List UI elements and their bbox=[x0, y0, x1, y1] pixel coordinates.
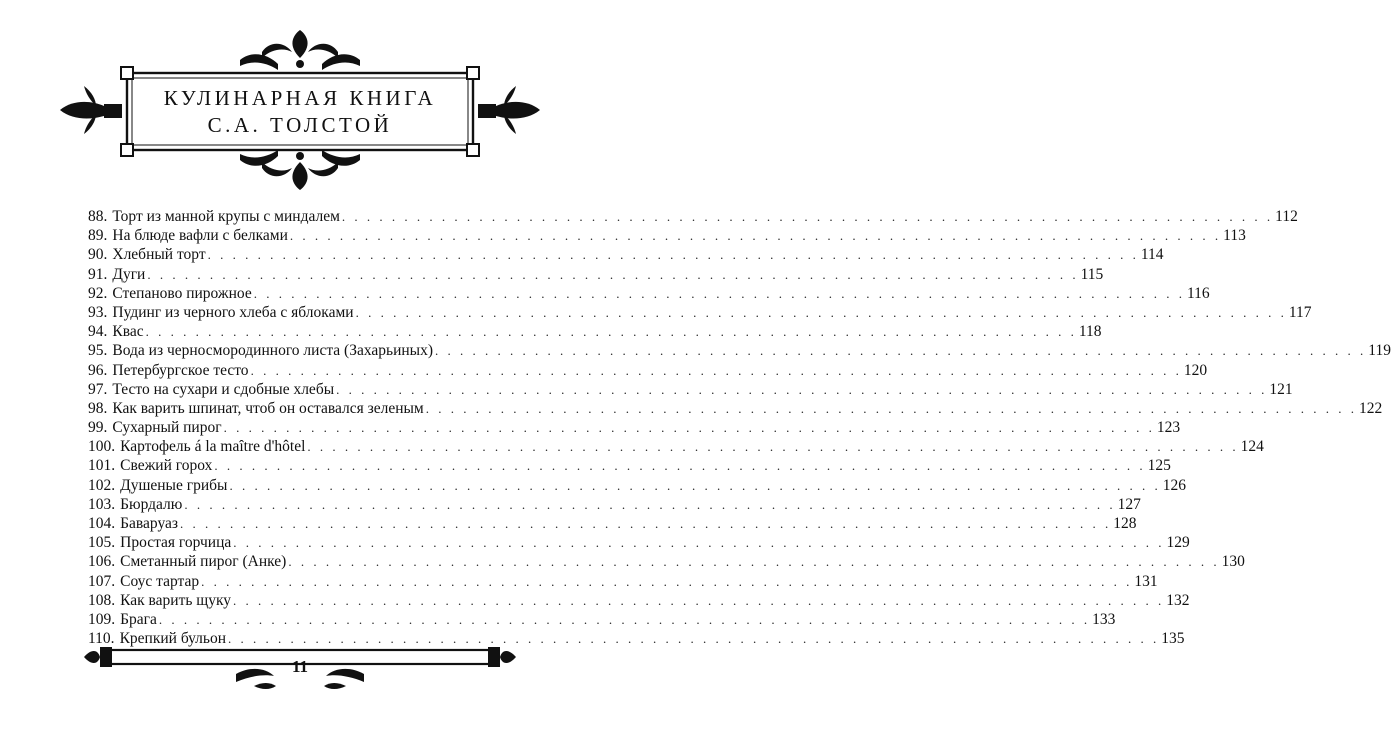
toc-title: Баваруаз bbox=[120, 515, 178, 532]
toc-row bbox=[88, 265, 1104, 284]
toc-leader-dots bbox=[214, 456, 1145, 475]
toc-row bbox=[88, 361, 1208, 380]
toc-leader-dots bbox=[201, 572, 1132, 591]
toc-row bbox=[88, 456, 1171, 475]
toc-row bbox=[88, 226, 1246, 245]
toc-page: 116 bbox=[1187, 284, 1210, 302]
toc-page: 126 bbox=[1162, 476, 1186, 494]
toc-row bbox=[88, 552, 1245, 571]
toc-row bbox=[88, 610, 1116, 629]
toc-row bbox=[88, 514, 1137, 533]
toc-number: 108. bbox=[88, 591, 116, 609]
toc-row bbox=[88, 303, 1312, 322]
toc-title: Как варить щуку bbox=[120, 591, 232, 609]
toc-page: 132 bbox=[1166, 591, 1190, 609]
toc-page: 127 bbox=[1117, 495, 1141, 513]
toc-title: Брага bbox=[120, 610, 157, 628]
toc-title: Квас bbox=[112, 323, 144, 341]
toc-number: 97. bbox=[88, 380, 108, 398]
toc-number: 109. bbox=[88, 610, 116, 628]
toc-number: 104. bbox=[88, 515, 116, 532]
book-title-line-2: С.А. ТОЛСТОЙ bbox=[207, 113, 393, 137]
toc-leader-dots bbox=[146, 322, 1077, 341]
toc-number: 100. bbox=[88, 438, 116, 456]
toc-leader-dots bbox=[147, 265, 1078, 284]
toc-title: Вода из черносмородинного листа (Захарьиных) bbox=[112, 342, 434, 360]
toc-page: 115 bbox=[1080, 265, 1104, 283]
toc-number: 103. bbox=[88, 495, 116, 513]
toc-leader-dots bbox=[288, 552, 1219, 571]
toc-title: Свежий горох bbox=[120, 457, 213, 475]
toc-page: 131 bbox=[1134, 572, 1158, 590]
toc-title: На блюде вафли с белками bbox=[112, 227, 288, 245]
toc-page: 123 bbox=[1156, 419, 1181, 437]
toc-page: 128 bbox=[1113, 515, 1137, 532]
toc-page: 135 bbox=[1161, 630, 1185, 648]
toc-page: 119 bbox=[1368, 342, 1391, 360]
toc-number: 93. bbox=[88, 303, 108, 321]
toc-title: Тесто на сухари и сдобные хлебы bbox=[112, 380, 335, 398]
toc-number: 110. bbox=[88, 630, 115, 648]
toc-number: 92. bbox=[88, 284, 108, 302]
toc-page: 124 bbox=[1240, 438, 1264, 456]
toc-number: 102. bbox=[88, 476, 116, 494]
header-frame bbox=[0, 0, 600, 200]
toc-page: 117 bbox=[1288, 303, 1312, 321]
toc-title: Простая горчица bbox=[120, 534, 232, 552]
toc-row bbox=[88, 245, 1164, 264]
toc-page: 113 bbox=[1223, 227, 1246, 245]
toc-row bbox=[88, 284, 1210, 303]
toc-leader-dots bbox=[342, 207, 1273, 226]
toc-number: 94. bbox=[88, 323, 108, 341]
toc-title: Хлебный торт bbox=[112, 246, 206, 264]
toc-row bbox=[88, 322, 1102, 341]
toc-row bbox=[88, 207, 1298, 226]
toc-row bbox=[88, 476, 1186, 495]
toc-leader-dots bbox=[426, 399, 1357, 418]
toc-number: 105. bbox=[88, 534, 116, 552]
toc-number: 96. bbox=[88, 361, 108, 379]
toc-leader-dots bbox=[307, 437, 1238, 456]
toc-title: Торт из манной крупы с миндалем bbox=[112, 208, 340, 225]
toc-leader-dots bbox=[229, 476, 1160, 495]
toc-row bbox=[88, 572, 1158, 591]
toc-page: 125 bbox=[1147, 457, 1171, 475]
toc-number: 106. bbox=[88, 553, 116, 571]
toc-leader-dots bbox=[233, 591, 1164, 610]
toc-leader-dots bbox=[251, 361, 1182, 380]
toc-page: 112 bbox=[1275, 208, 1298, 225]
toc-page: 121 bbox=[1269, 380, 1293, 398]
book-title-line-1: КУЛИНАРНАЯ КНИГА bbox=[163, 86, 437, 110]
toc-number: 89. bbox=[88, 227, 108, 245]
toc-page: 122 bbox=[1359, 399, 1383, 417]
toc-title: Душеные грибы bbox=[120, 476, 228, 494]
toc-leader-dots bbox=[224, 418, 1155, 437]
toc-page: 114 bbox=[1140, 246, 1164, 264]
toc-page: 129 bbox=[1166, 534, 1190, 552]
toc-title: Картофель á la maître d'hôtel bbox=[120, 438, 306, 456]
toc-leader-dots bbox=[184, 495, 1115, 514]
toc-title: Соус тартар bbox=[120, 572, 200, 590]
toc-number: 101. bbox=[88, 457, 116, 475]
toc-title: Петербургское тесто bbox=[112, 361, 249, 379]
toc-number: 99. bbox=[88, 419, 108, 437]
toc-row bbox=[88, 418, 1181, 437]
toc-page: 118 bbox=[1078, 323, 1102, 341]
toc-row bbox=[88, 380, 1293, 399]
toc-leader-dots bbox=[356, 303, 1287, 322]
toc-page: 133 bbox=[1092, 610, 1116, 628]
toc-row bbox=[88, 533, 1190, 552]
toc-title: Сметанный пирог (Анке) bbox=[120, 553, 287, 571]
toc-number: 90. bbox=[88, 246, 108, 264]
toc-number: 91. bbox=[88, 265, 108, 283]
toc-title: Крепкий бульон bbox=[119, 630, 227, 648]
toc-title: Степаново пирожное bbox=[112, 284, 252, 302]
toc-page: 130 bbox=[1221, 553, 1245, 571]
toc-number: 88. bbox=[88, 208, 108, 225]
toc-leader-dots bbox=[435, 341, 1366, 360]
toc-title: Сухарный пирог bbox=[112, 419, 222, 437]
toc-leader-dots bbox=[159, 610, 1090, 629]
toc-leader-dots bbox=[336, 380, 1267, 399]
toc-row bbox=[88, 591, 1190, 610]
toc-title: Дуги bbox=[112, 265, 146, 283]
toc-leader-dots bbox=[233, 533, 1164, 552]
toc-leader-dots bbox=[290, 226, 1221, 245]
toc-row bbox=[88, 399, 1383, 418]
toc-leader-dots bbox=[254, 284, 1185, 303]
page-number: 11 bbox=[291, 657, 309, 676]
toc-title: Бюрдалю bbox=[120, 495, 183, 513]
toc-leader-dots bbox=[180, 514, 1111, 533]
toc-leader-dots bbox=[208, 245, 1139, 264]
table-of-contents bbox=[88, 207, 1391, 648]
toc-row bbox=[88, 437, 1264, 456]
toc-row bbox=[88, 341, 1391, 360]
toc-number: 95. bbox=[88, 342, 108, 360]
toc-number: 98. bbox=[88, 399, 108, 417]
toc-number: 107. bbox=[88, 572, 116, 590]
toc-row bbox=[88, 495, 1141, 514]
toc-title: Как варить шпинат, чтоб он оставался зеленым bbox=[112, 399, 424, 417]
toc-page: 120 bbox=[1183, 361, 1208, 379]
toc-title: Пудинг из черного хлеба с яблоками bbox=[112, 303, 354, 321]
